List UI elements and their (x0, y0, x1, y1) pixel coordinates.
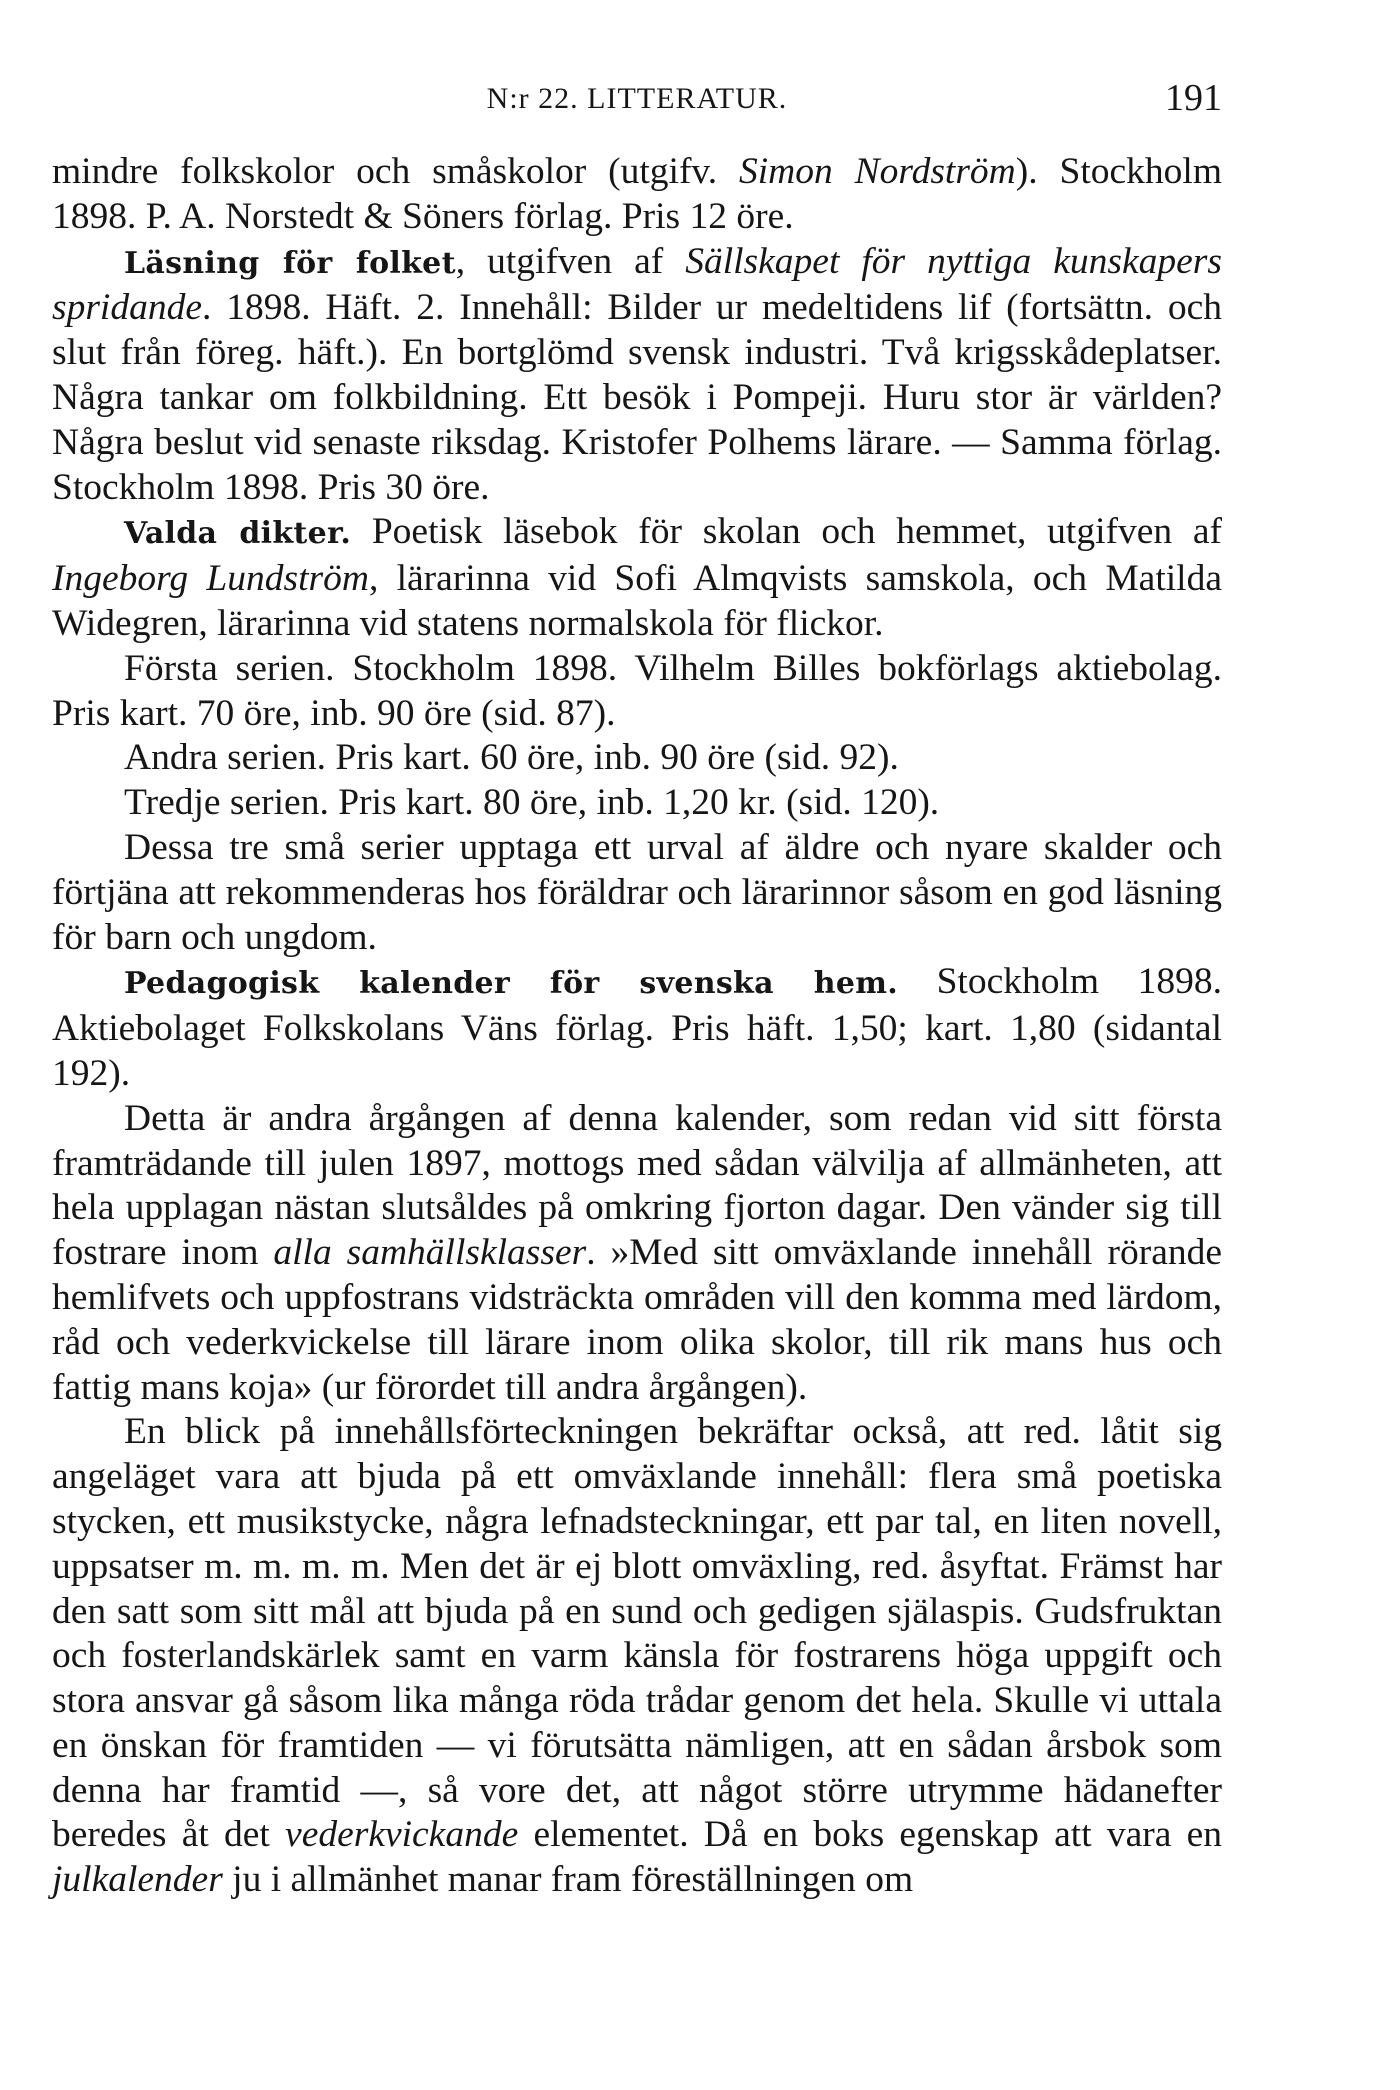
entry-title: Valda dikter. (124, 516, 352, 552)
series-2-line: Andra serien. Pris kart. 60 öre, inb. 90 öre (sid. 92). (124, 737, 899, 779)
valda-dikter-comment: Dessa tre små serier upptaga ett urval af äldre och nyare skalder och förtjäna att rekommenderas hos föräldrar och lärarinnor såsom en god läsning för barn och ungdom. (52, 826, 1222, 958)
kalender-review-paragraph-1: Detta är andra årgången af denna kalender, som redan vid sitt första framträdande till julen 1897, mottogs med sådan välvilja af allmänheten, att hela upplagan nästan slutsåldes på omkring fjorton dagar. Den vänder sig till fostrare inom alla samhällsklasser. »Med sitt omväxlande innehåll rörande hemlifvets och uppfostrans vidsträckta områden vill den komma med lärdom, råd och vederkvickelse till lärare inom olika skolor, till rik mans hus och fattig mans koja» (ur förordet till andra årgången). (52, 1097, 1222, 1408)
running-header (52, 77, 1222, 132)
entry-title: Pedagogisk kalender för svenska hem. (124, 966, 899, 1002)
entry-continuation: mindre folkskolor och småskolor (utgifv. Simon Nordström). Stockholm 1898. P. A. Norstedt & Söners förlag. Pris 12 öre. (52, 151, 1222, 237)
series-1-line: Första serien. Stockholm 1898. Vilhelm Billes bokförlags aktiebolag. Pris kart. 70 öre, inb. 90 öre (sid. 87). (52, 647, 1222, 734)
entry-title: Läsning för folket (124, 245, 456, 281)
section-title: N:r 22. LITTERATUR. (486, 82, 788, 115)
entry-lasning-for-folket: Läsning för folket, utgifven af Sällskapet för nyttiga kunskapers spridande. 1898. Häft. 2. Innehåll: Bilder ur medeltidens lif (fortsättn. och slut från föreg. häft.). En bortglömd svensk industri. Två krigsskådeplatser. Några tankar om folkbildning. Ett besök i Pompeji. Huru stor är världen? Några beslut vid senaste riksdag. Kristofer Polhems lärare. — Samma förlag. Stockholm 1898. Pris 30 öre. (52, 240, 1222, 508)
page-number: 191 (1165, 77, 1222, 119)
kalender-review-paragraph-2: En blick på innehållsförteckningen bekräftar också, att red. låtit sig angeläget vara att bjuda på ett omväxlande innehåll: flera små poetiska stycken, ett musikstycke, några lefnadsteckningar, ett par tal, en liten novell, uppsatser m. m. m. m. Men det är ej blott omväxling, red. åsyftat. Främst har den satt som sitt mål att bjuda på en sund och gedigen själaspis. Gudsfruktan och fosterlandskärlek samt en varm känsla för fostrarens höga uppgift och stora ansvar gå såsom lika många röda trådar genom det hela. Skulle vi uttala en önskan för framtiden — vi förutsätta nämligen, att en sådan årsbok som denna har framtid —, så vore det, att något större utrymme hädanefter beredes åt det vederkvickande elementet. Då en boks egenskap att vara en julkalender ju i allmänhet manar fram föreställningen om (52, 1411, 1222, 1901)
entry-valda-dikter: Valda dikter. Poetisk läsebok för skolan och hemmet, utgifven af Ingeborg Lundström, lärarinna vid Sofi Almqvists samskola, och Matilda Widegren, lärarinna vid statens normalskola för flickor. (52, 511, 1222, 644)
page-body (52, 150, 1222, 1903)
entry-pedagogisk-kalender: Pedagogisk kalender för svenska hem. Stockholm 1898. Aktiebolaget Folkskolans Väns förlag. Pris häft. 1,50; kart. 1,80 (sidantal 192). (52, 961, 1222, 1094)
book-page (52, 0, 1222, 2090)
series-3-line: Tredje serien. Pris kart. 80 öre, inb. 1,20 kr. (sid. 120). (124, 782, 940, 824)
